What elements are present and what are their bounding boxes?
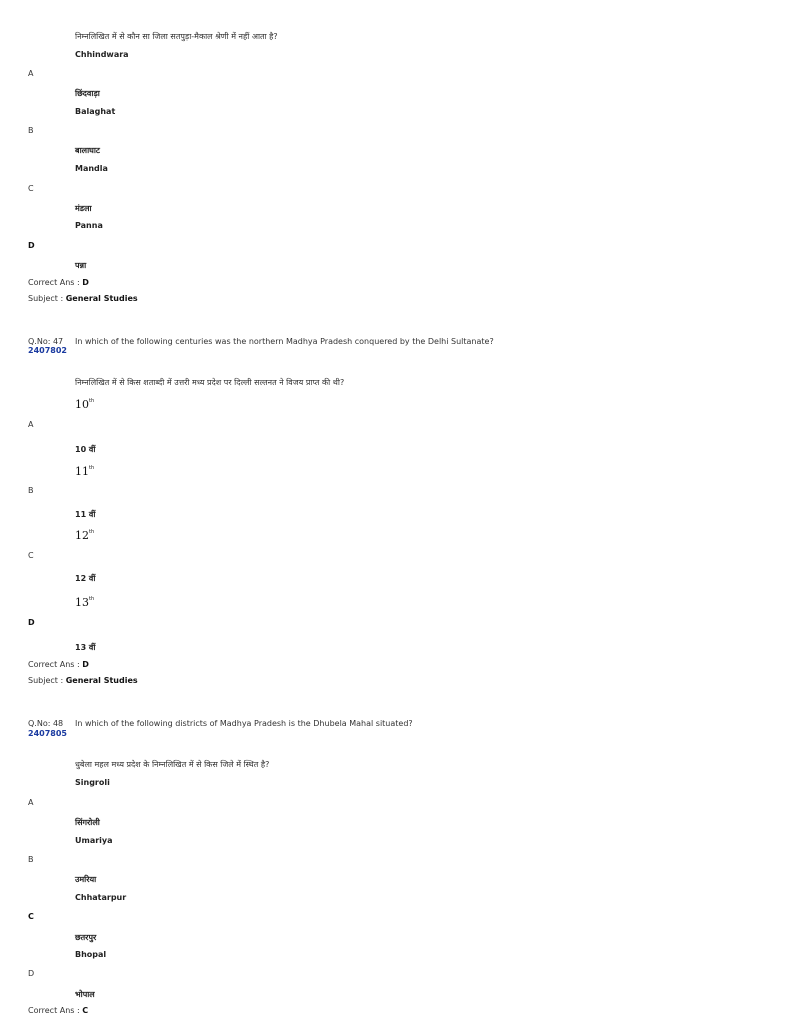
option-c-hindi: 12 वीं (75, 574, 96, 583)
subject-label: Subject : (28, 294, 64, 303)
option-letter-c: C (28, 184, 34, 193)
option-b-suffix: th (89, 465, 95, 471)
option-c-hindi: मंडला (75, 204, 92, 213)
option-a-hindi: 10 वीं (75, 445, 96, 454)
subject (28, 676, 138, 685)
question-id: 2407802 (28, 346, 67, 355)
option-b-english: Balaghat (75, 107, 116, 116)
option-letter-b: B (28, 486, 34, 495)
question-48-text-hindi: धुबेला महल मध्य प्रदेश के निम्नलिखित में से किस जिले में स्थित है? (75, 760, 270, 769)
question-46-text-hindi: निम्नलिखित में से कौन सा जिला सतपुड़ा-मैकाल श्रेणी में नहीं आता है? (75, 32, 278, 41)
option-d-english: Bhopal (75, 950, 107, 959)
option-a-english: Chhindwara (75, 50, 129, 59)
option-c-hindi: छतरपुर (75, 933, 97, 942)
option-b-number: 11 (75, 465, 89, 478)
option-d-number: 13 (75, 596, 89, 609)
correct-answer-value: D (82, 278, 89, 287)
option-letter-b: B (28, 126, 34, 135)
option-a-hindi: छिंदवाड़ा (75, 89, 100, 98)
option-a-number: 10 (75, 398, 89, 411)
option-a-english: Singroli (75, 778, 110, 787)
option-letter-c: C (28, 551, 34, 560)
correct-answer-label: Correct Ans : (28, 278, 80, 287)
option-letter-d: D (28, 241, 35, 250)
option-letter-c: C (28, 912, 34, 921)
option-c-ordinal (75, 529, 94, 542)
subject (28, 294, 138, 303)
option-letter-a: A (28, 798, 34, 807)
question-47-text-hindi: निम्नलिखित में से किस शताब्दी में उत्तरी मध्य प्रदेश पर दिल्ली सल्तनत ने विजय प्राप्त की थी? (75, 378, 345, 387)
correct-answer-label: Correct Ans : (28, 1006, 80, 1015)
option-letter-d: D (28, 618, 35, 627)
option-b-hindi: 11 वीं (75, 510, 96, 519)
option-c-english: Mandla (75, 164, 108, 173)
option-c-suffix: th (89, 529, 95, 535)
correct-answer-value: C (82, 1006, 89, 1015)
option-b-hindi: उमरिया (75, 875, 97, 884)
option-d-hindi: 13 वीं (75, 643, 96, 652)
option-letter-b: B (28, 855, 34, 864)
question-number: Q.No: 47 (28, 337, 64, 346)
option-b-english: Umariya (75, 836, 113, 845)
option-d-hindi: भोपाल (75, 990, 95, 999)
subject-value: General Studies (65, 294, 138, 303)
option-d-suffix: th (89, 596, 95, 602)
correct-answer (28, 1006, 88, 1015)
question-number: Q.No: 48 (28, 719, 64, 728)
option-letter-b: A (28, 69, 34, 78)
question-47-text-english: In which of the following centuries was the northern Madhya Pradesh conquered by the Delhi Sultanate? (75, 337, 494, 346)
option-a-suffix: th (89, 398, 95, 404)
option-a-hindi: सिंगरोली (75, 818, 100, 827)
correct-answer (28, 278, 89, 287)
option-b-ordinal (75, 465, 94, 478)
subject-value: General Studies (65, 676, 138, 685)
option-letter-d: D (28, 969, 35, 978)
option-letter-a: A (28, 420, 34, 429)
option-d-english: Panna (75, 221, 103, 230)
option-d-ordinal (75, 596, 94, 609)
correct-answer (28, 660, 89, 669)
question-id: 2407805 (28, 729, 67, 738)
option-c-english: Chhatarpur (75, 893, 127, 902)
question-48-text-english: In which of the following districts of Madhya Pradesh is the Dhubela Mahal situated? (75, 719, 413, 728)
subject-label: Subject : (28, 676, 64, 685)
option-c-number: 12 (75, 529, 89, 542)
option-a-ordinal (75, 398, 94, 411)
option-d-hindi: पन्ना (75, 261, 87, 270)
correct-answer-value: D (82, 660, 89, 669)
option-b-hindi: बालाघाट (75, 146, 100, 155)
correct-answer-label: Correct Ans : (28, 660, 80, 669)
